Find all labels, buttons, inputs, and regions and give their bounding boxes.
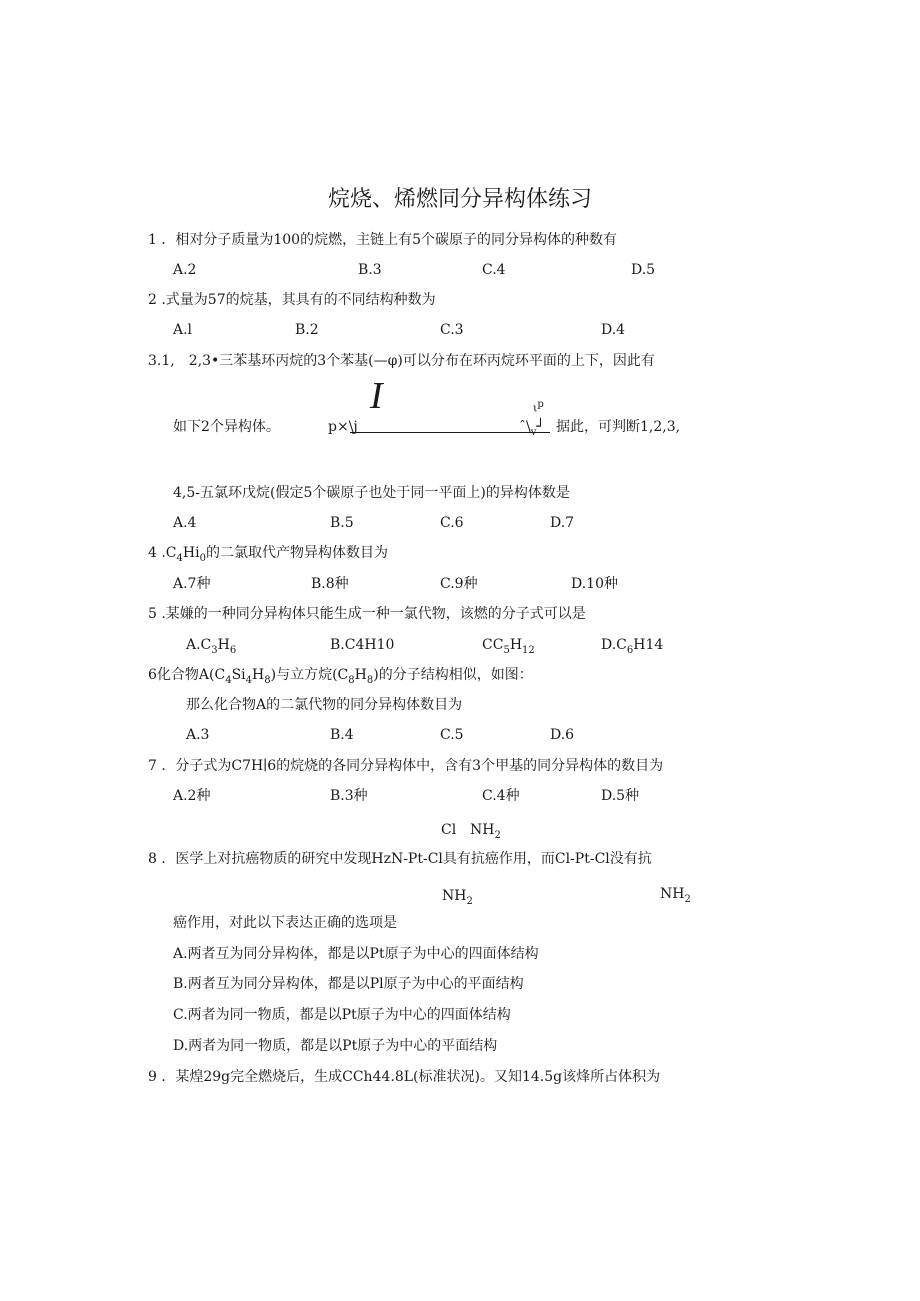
q6-option-a: A.3	[186, 727, 210, 743]
q8-continuation: 癌作用，对此以下表达正确的选项是	[173, 915, 397, 931]
q8-option-c: C.两者为同一物质，都是以Pt原子为中心的四面体结构	[173, 1007, 511, 1023]
q6-s10: 8	[366, 674, 374, 686]
q5-option-a-sub1: 3	[211, 644, 218, 656]
page-title: 烷烧、烯燃同分异构体练习	[327, 187, 592, 212]
q8-formula-top-nh2	[470, 821, 501, 845]
q6-s1: 6化合物A(C	[148, 667, 226, 683]
q8-option-a: A.两者互为同分异构体，都是以Pt原子为中心的四面体结构	[173, 946, 539, 962]
q8-formula-top-nh: NH	[470, 822, 495, 838]
q8-formula-bottom-nh2-a	[442, 887, 473, 911]
q6-option-d: D.6	[550, 727, 575, 743]
q5-option-d-sub1: 6	[626, 644, 634, 656]
q5-option-c-sub1: 5	[503, 644, 510, 656]
q3-figure-glyph: I	[370, 375, 383, 417]
q4-stem-c: 的二氯取代产物异构体数目为	[205, 545, 388, 561]
q6-option-c: C.5	[440, 727, 464, 743]
q3-stem: 3.1, 2,3•三苯基环丙烷的3个苯基(—φ)可以分布在环丙烷环平面的上下，因此有	[148, 353, 655, 369]
q3-figure-left: p×\j	[328, 419, 358, 435]
q5-option-c-sub2: 12	[522, 644, 535, 656]
q4-stem	[148, 544, 388, 568]
q2-option-d: D.4	[601, 322, 626, 338]
q3-line-suffix: 据此，可判断1,2,3,	[556, 419, 681, 435]
q1-option-c: C.4	[482, 262, 506, 278]
q3-line-prefix: 如下2个异构体。	[173, 419, 280, 435]
q4-sub-1: 4	[176, 552, 183, 564]
q5-option-c-1: CC	[482, 637, 504, 653]
q2-option-a: A.l	[173, 322, 193, 338]
q1-option-b: B.3	[358, 262, 382, 278]
q4-sub-2: 0	[199, 552, 206, 564]
q3-continuation: 4,5-五氯环戊烷(假定5个碳原子也处于同一平面上)的异构体数是	[173, 485, 570, 501]
q5-option-d	[601, 636, 663, 660]
q5-option-a-sub2: 6	[229, 644, 237, 656]
q5-option-c-2: H	[509, 637, 523, 653]
q6-s4: 4	[245, 674, 253, 686]
q8-option-d: D.两者为同一物质，都是以Pt原子为中心的平面结构	[173, 1038, 498, 1054]
q6-s7: )与立方烷(C	[270, 667, 349, 683]
q8-formula-top-nh-sub: 2	[494, 829, 501, 841]
q3-figure-right-sub: v	[530, 426, 537, 438]
q2-stem: 2 .式量为57的烷基，其具有的不同结构种数为	[148, 292, 436, 308]
q5-option-a	[186, 636, 236, 660]
q5-option-a-2: H	[217, 637, 230, 653]
q7-option-c: C.4种	[482, 788, 520, 804]
q2-option-b: B.2	[295, 322, 319, 338]
q3-option-c: C.6	[440, 515, 464, 531]
q6-s11: )的分子结构相似，如图：	[373, 667, 533, 683]
q8-stem: 8 ．医学上对抗癌物质的研究中发现HzN-Pt-Cl具有抗癌作用，而Cl-Pt-Cl没有抗	[148, 851, 652, 867]
q8-formula-top-cl: Cl	[441, 822, 457, 838]
q1-stem: 1 ．相对分子质量为100的烷燃，主链上有5个碳原子的同分异构体的种数有	[148, 232, 617, 248]
q1-option-a: A.2	[173, 262, 197, 278]
q4-option-a: A.7种	[173, 576, 211, 592]
q5-option-b: B.C4H10	[330, 637, 395, 653]
q6-stem	[148, 666, 533, 690]
q5-stem: 5 .某嫌的一种同分异构体只能生成一种一氯代物，该燃的分子式可以是	[148, 606, 586, 622]
q8-formula-bottom-nh-a: NH	[442, 888, 467, 904]
q3-figure-right-a: ˆ\	[519, 419, 531, 435]
q6-s5: H	[252, 667, 265, 683]
q6-s8: 8	[348, 674, 355, 686]
q9-stem: 9 ．某煌29g完全燃烧后，生成CCh44.8L(标准状况)。又知14.5g该烽所占体积为	[148, 1069, 661, 1085]
q7-stem: 7 ．分子式为C7H∣6的烷烧的各同分异构体中，含有3个甲基的同分异构体的数目为	[148, 758, 664, 774]
q8-option-b: B.两者互为同分异构体，都是以Pl原子为中心的平面结构	[173, 976, 524, 992]
q3-figure-mark-a: ι	[533, 401, 538, 415]
q8-formula-bottom-nh2-b	[660, 885, 691, 909]
q4-option-c: C.9种	[440, 576, 478, 592]
q3-option-d: D.7	[550, 515, 575, 531]
q6-line2: 那么化合物A的二氯代物的同分异构体数目为	[186, 697, 463, 713]
q3-figure-mark	[533, 396, 544, 418]
q3-option-b: B.5	[330, 515, 354, 531]
q6-option-b: B.4	[330, 727, 354, 743]
q3-option-a: A.4	[173, 515, 197, 531]
q4-stem-b: Hi	[182, 545, 200, 561]
q3-figure-right-end: ┘	[536, 419, 545, 435]
q4-option-b: B.8种	[311, 576, 349, 592]
q6-s6: 8	[264, 674, 271, 686]
q5-option-a-1: A.C	[186, 637, 212, 653]
q8-formula-bottom-nh-b-sub: 2	[684, 893, 691, 905]
q5-option-d-1: D.C	[601, 637, 627, 653]
q4-stem-a: 4 .C	[148, 545, 177, 561]
q2-option-c: C.3	[440, 322, 464, 338]
q3-figure-right	[519, 418, 545, 442]
q5-option-c	[482, 636, 535, 660]
q5-option-d-2: H14	[633, 637, 664, 653]
q1-option-d: D.5	[631, 262, 656, 278]
q6-s3: Si	[231, 667, 246, 683]
q7-option-b: B.3种	[330, 788, 368, 804]
q8-formula-bottom-nh-b: NH	[660, 886, 685, 902]
q6-s2: 4	[225, 674, 232, 686]
q3-figure-mark-b: p	[537, 399, 544, 410]
q4-option-d: D.10种	[571, 576, 618, 592]
q6-s9: H	[354, 667, 367, 683]
q7-option-a: A.2种	[173, 788, 211, 804]
q7-option-d: D.5种	[601, 788, 640, 804]
q8-formula-bottom-nh-a-sub: 2	[466, 895, 473, 907]
